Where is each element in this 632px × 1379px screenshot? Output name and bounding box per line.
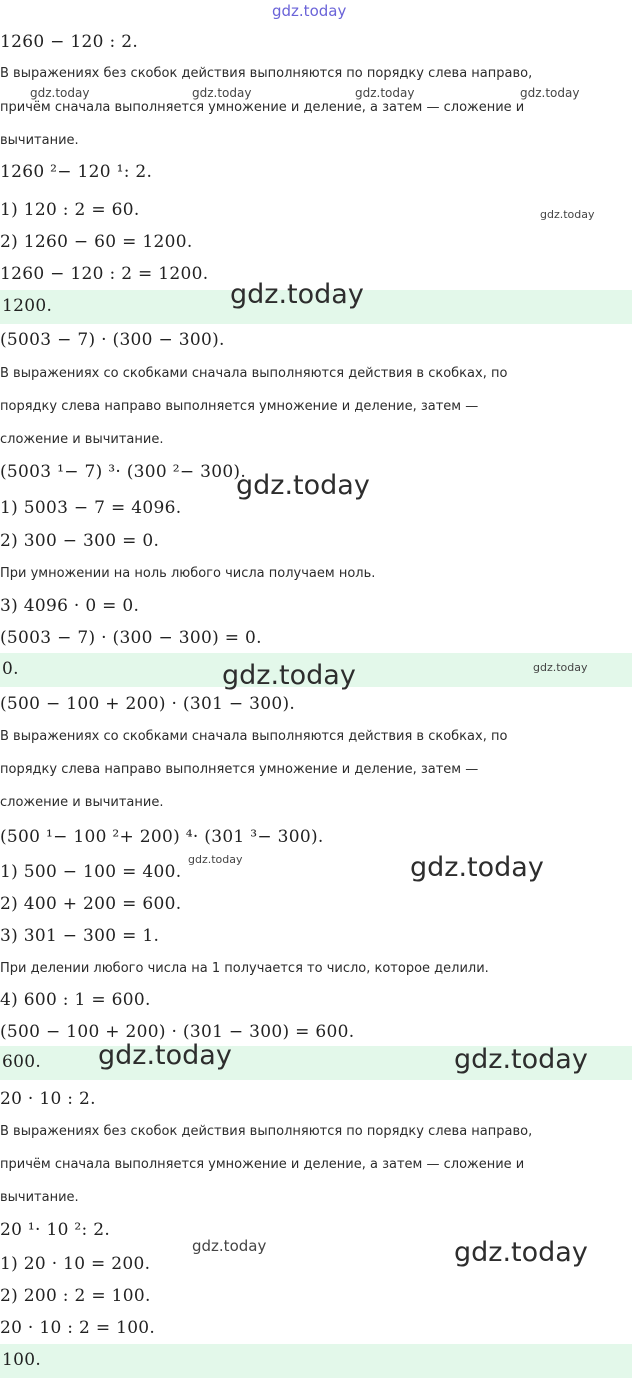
watermark: gdz.today <box>222 660 356 691</box>
rule-text: сложение и вычитание. <box>0 795 164 810</box>
step: 1) 5003 − 7 = 4096. <box>0 498 182 518</box>
rule-text: порядку слева направо выполняется умножение и деление, затем — <box>0 399 479 414</box>
rule-text: В выражениях без скобок действия выполняются по порядку слева направо, <box>0 1124 533 1139</box>
watermark: gdz.today <box>98 1040 232 1071</box>
step: 2) 1260 − 60 = 1200. <box>0 232 193 252</box>
rule-text: вычитание. <box>0 133 79 148</box>
rule-text: В выражениях со скобками сначала выполняются действия в скобках, по <box>0 729 508 744</box>
answer: 1200. <box>2 296 53 316</box>
answer: 0. <box>2 659 19 679</box>
operation-order: (5003 ¹− 7) ³· (300 ²− 300). <box>0 462 247 482</box>
watermark: gdz.today <box>520 86 580 100</box>
expression: 20 · 10 : 2. <box>0 1089 96 1109</box>
step: 1) 20 · 10 = 200. <box>0 1254 151 1274</box>
step: 3) 4096 · 0 = 0. <box>0 596 140 616</box>
watermark-top: gdz.today <box>272 2 347 20</box>
answer-row <box>0 1344 632 1378</box>
operation-order: (500 ¹− 100 ²+ 200) ⁴· (301 ³− 300). <box>0 827 324 847</box>
watermark: gdz.today <box>230 279 364 310</box>
rule-text: причём сначала выполняется умножение и деление, а затем — сложение и <box>0 1157 525 1172</box>
watermark: gdz.today <box>454 1237 588 1268</box>
expression: (500 − 100 + 200) · (301 − 300). <box>0 694 296 714</box>
expression: 1260 − 120 : 2. <box>0 32 139 52</box>
note-text: При умножении на ноль любого числа получаем ноль. <box>0 566 376 581</box>
rule-text: причём сначала выполняется умножение и деление, а затем — сложение и <box>0 100 525 115</box>
rule-text: В выражениях без скобок действия выполняются по порядку слева направо, <box>0 66 533 81</box>
watermark: gdz.today <box>188 853 243 866</box>
operation-order: 20 ¹· 10 ²: 2. <box>0 1220 111 1240</box>
rule-text: вычитание. <box>0 1190 79 1205</box>
result-line: 1260 − 120 : 2 = 1200. <box>0 264 209 284</box>
note-text: При делении любого числа на 1 получается то число, которое делили. <box>0 961 489 976</box>
watermark: gdz.today <box>355 86 415 100</box>
rule-text: сложение и вычитание. <box>0 432 164 447</box>
answer: 100. <box>2 1350 42 1370</box>
step: 3) 301 − 300 = 1. <box>0 926 160 946</box>
step: 4) 600 : 1 = 600. <box>0 990 151 1010</box>
step: 2) 400 + 200 = 600. <box>0 894 182 914</box>
watermark: gdz.today <box>30 86 90 100</box>
result-line: 20 · 10 : 2 = 100. <box>0 1318 156 1338</box>
watermark: gdz.today <box>192 1237 267 1255</box>
step: 2) 300 − 300 = 0. <box>0 531 160 551</box>
watermark: gdz.today <box>236 470 370 501</box>
result-line: (500 − 100 + 200) · (301 − 300) = 600. <box>0 1022 355 1042</box>
watermark: gdz.today <box>454 1044 588 1075</box>
step: 1) 120 : 2 = 60. <box>0 200 140 220</box>
rule-text: порядку слева направо выполняется умножение и деление, затем — <box>0 762 479 777</box>
watermark: gdz.today <box>410 852 544 883</box>
operation-order: 1260 ²− 120 ¹: 2. <box>0 162 153 182</box>
answer: 600. <box>2 1052 42 1072</box>
expression: (5003 − 7) · (300 − 300). <box>0 330 225 350</box>
watermark: gdz.today <box>533 661 588 674</box>
watermark: gdz.today <box>192 86 252 100</box>
rule-text: В выражениях со скобками сначала выполняются действия в скобках, по <box>0 366 508 381</box>
step: 2) 200 : 2 = 100. <box>0 1286 151 1306</box>
step: 1) 500 − 100 = 400. <box>0 862 182 882</box>
watermark: gdz.today <box>540 208 595 221</box>
result-line: (5003 − 7) · (300 − 300) = 0. <box>0 628 262 648</box>
